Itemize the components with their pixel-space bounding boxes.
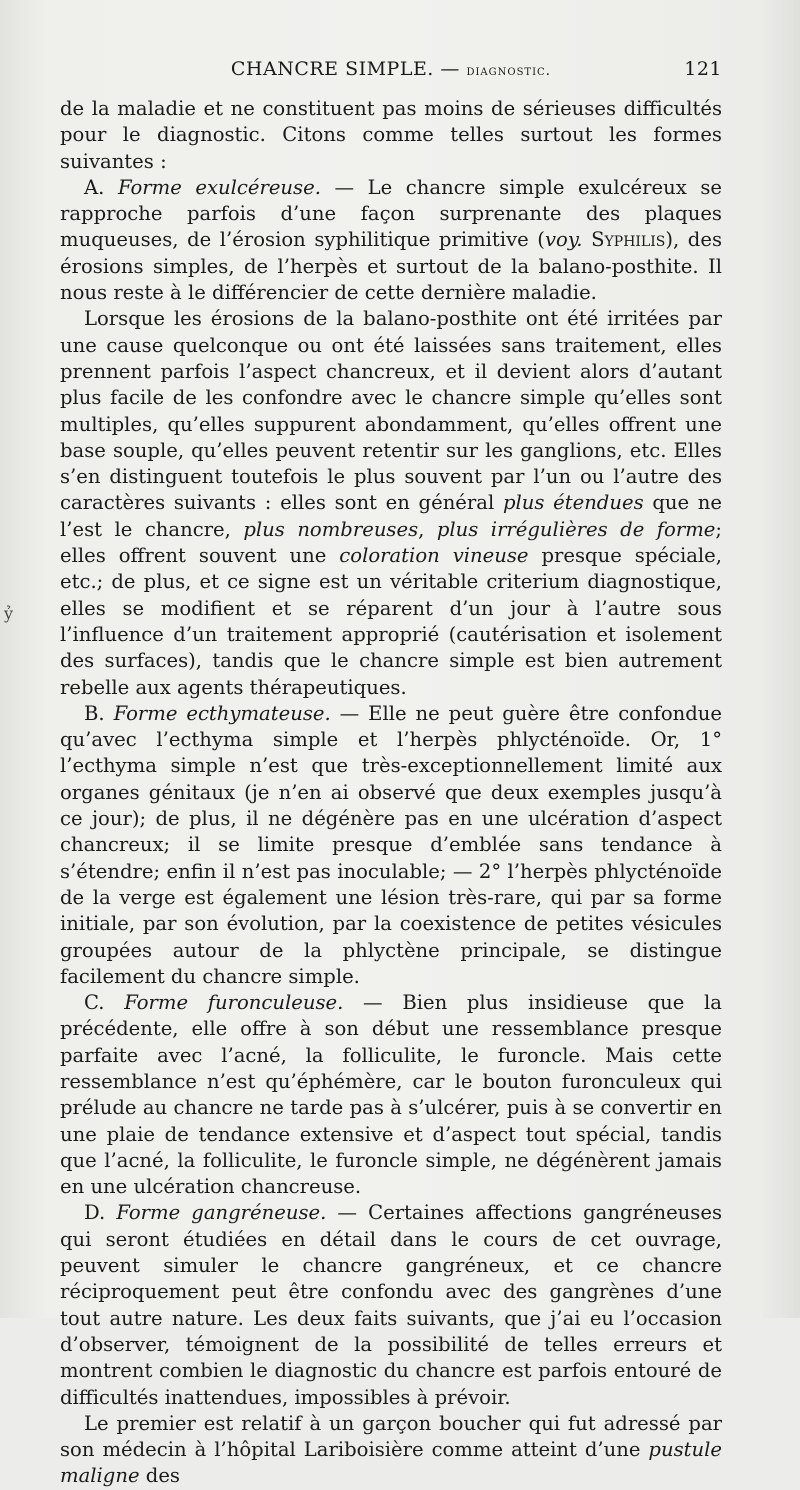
section-heading: Forme exulcéreuse. — [117, 175, 321, 199]
paragraph-continuation: de la maladie et ne constituent pas moins de sérieuses difficultés pour le diagnostic. Citons comme telles surtout les formes suivantes : — [60, 97, 722, 173]
paragraph-form-b: B. Forme ecthymateuse. — Elle ne peut guère être confondue qu’avec l’ecthyma simple et l’herpès phlycténoïde. Or, 1° l’ecthyma simple n’est que très-exceptionnellement limité aux organes génitaux (je n’en ai observé que deux exemples jusqu’à ce jour); de plus, il ne dégénère pas en une ulcération d’aspect chancreux; il se limite presque d’emblée sans tendance à s’étendre; enfin il n’est pas inoculable; — 2° l’herpès phlycténoïde de la verge est également une lésion très-rare, qui par sa forme initiale, par son évolution, par la coexistence de petites vésicules groupées autour de la phlyctène principale, se distingue facilement du chancre simple. — [60, 701, 723, 988]
margin-mark: ỷ — [4, 604, 14, 623]
running-title-main: CHANCRE SIMPLE. — — [230, 58, 467, 80]
running-title-sub: diagnostic. — [466, 63, 552, 79]
section-heading: Forme gangréneuse. — [116, 1201, 327, 1225]
paragraph-form-a: A. Forme exulcéreuse. — Le chancre simple exulcéreux se rapproche parfois d’une façon surprenante des plaques muqueuses, de l’érosion syphilitique primitive (voy. Syphilis), des érosions simples, de l’herpès et surtout de la balano-posthite. Il nous reste à le différencier de cette dernière maladie. — [60, 175, 722, 305]
section-letter: A. — [84, 175, 118, 199]
section-letter: B. — [84, 701, 114, 725]
section-letter: C. — [84, 991, 125, 1015]
section-letter: D. — [84, 1201, 117, 1225]
paragraph-balano-posthite: Lorsque les érosions de la balano-posthite ont été irritées par une cause quelconque ou ont été laissées sans traitement, elles prennent parfois l’aspect chancreux, et il devient alors d’autant plus facile de les confondre avec le chancre simple qu’elles sont multiples, qu’elles suppurent abondamment, qu’elles offrent une base souple, qu’elles peuvent retentir sur les ganglions, etc. Elles s’en distinguent toutefois le plus souvent par l’un ou l’autre des caractères suivants : elles sont en général plus étendues que ne l’est le chancre, plus nombreuses, plus irrégulières de forme; elles offrent souvent une coloration vineuse presque spéciale, etc.; de plus, et ce signe est un véritable criterium diagnostique, elles se modifient et se réparent d’un jour à l’autre sous l’influence d’un traitement approprié (cautérisation et isolement des surfaces), tandis que le chancre simple est bien autrement rebelle aux agents thérapeutiques. — [60, 307, 723, 699]
paragraph-case-report: Le premier est relatif à un garçon boucher qui fut adressé par son médecin à l’hôpital Lariboisière comme atteint d’une pustule maligne des — [60, 1411, 722, 1488]
cross-reference: Syphilis — [591, 228, 666, 252]
running-header — [60, 58, 722, 88]
running-title — [60, 58, 722, 80]
section-heading: Forme furonculeuse. — [124, 991, 344, 1015]
section-heading: Forme ecthymateuse. — [113, 701, 331, 725]
page-body — [60, 96, 722, 1490]
paragraph-form-c: C. Forme furonculeuse. — Bien plus insidieuse que la précédente, elle offre à son début une ressemblance presque parfaite avec l’acné, la folliculite, le furoncle. Mais cette ressemblance n’est qu’éphémère, car le bouton furonculeux qui prélude au chancre ne tarde pas à s’ulcérer, puis à se convertir en une plaie de tendance extensive et d’aspect tout spécial, tandis que l’acné, la folliculite, le furoncle simple, ne dégénèrent jamais en une ulcération chancreuse. — [60, 991, 722, 1199]
page-number: 121 — [684, 58, 722, 80]
paragraph-form-d: D. Forme gangréneuse. — Certaines affections gangréneuses qui seront étudiées en détail dans le cours de cet ouvrage, peuvent simuler le chancre gangréneux, et ce chancre réciproquement peut être confondu avec des gangrènes d’une tout autre nature. Les deux faits suivants, que j’ai eu l’occasion d’observer, témoignent de la possibilité de telles erreurs et montrent combien le diagnostic du chancre est parfois entouré de difficultés inattendues, impossibles à prévoir. — [60, 1201, 722, 1409]
